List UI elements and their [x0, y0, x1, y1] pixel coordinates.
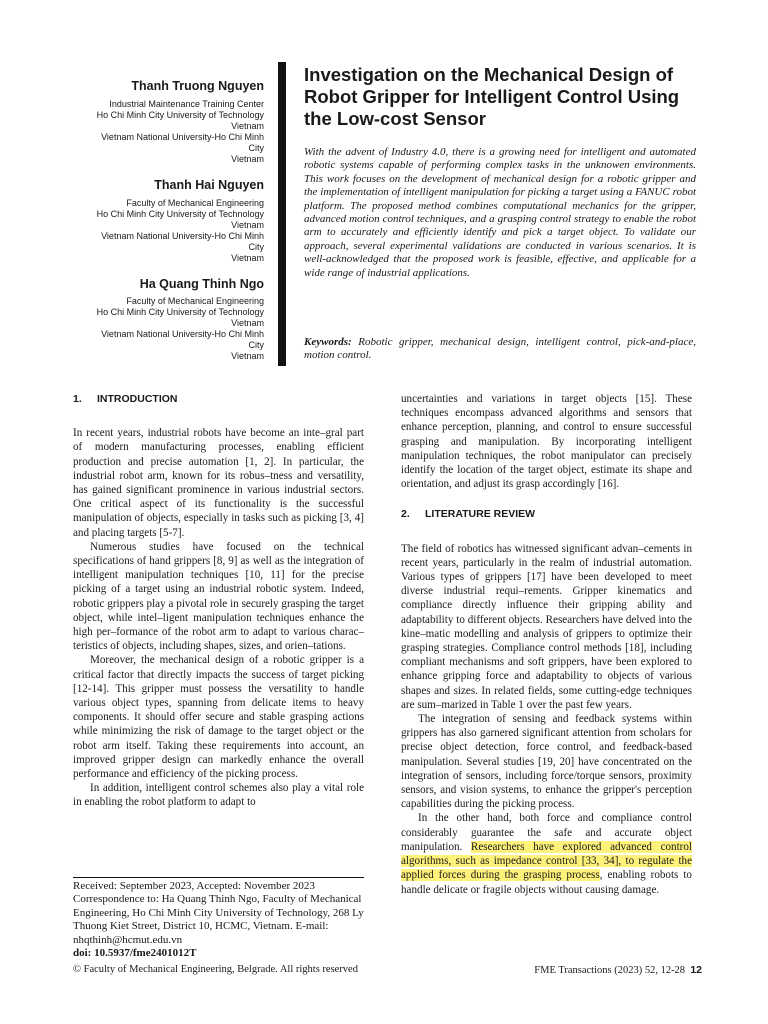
section-number: 1.	[73, 393, 82, 405]
body-paragraph: Moreover, the mechanical design of a robotic gripper is a critical factor that directly impacts the success of target picking [12-14]. This gripper must possess the versatility to handle various object types, spanning from delicate items to heavy components. It should offer secure and stable grasping actions while minimizing the risk of damage to the target object or the robot arm itself. Taking these requirements into account, an improved gripper design can markedly enhance the overall performance and efficiency of the picking process.	[73, 654, 364, 781]
journal-name: FME Transactions (2023) 52, 12-28	[534, 965, 686, 976]
affiliation-line: Vietnam	[231, 252, 264, 263]
section-title: INTRODUCTION	[97, 393, 178, 405]
affiliation-line: Faculty of Mechanical Engineering	[126, 296, 264, 307]
body-paragraph: In addition, intelligent control schemes also play a vital role in enabling the robot platform to adapt to	[73, 782, 364, 809]
affiliation-line: City	[248, 241, 264, 252]
footnote-divider	[73, 877, 364, 878]
keywords	[304, 336, 696, 363]
affiliation-line: Vietnam National University-Ho Chi Minh	[101, 230, 264, 241]
left-column	[73, 392, 364, 810]
body-paragraph: uncertainties and variations in target objects [15]. These techniques encompass advanced algorithms and sensors that enhance perception, planning, and control to ensure successful grasping and manipulation. By incorporating intelligent manipulation techniques, the robot manipulator can precisely identify the location of the target object, estimate its shape and orientation, and adjust its grasp accordingly [16].	[401, 393, 692, 491]
author-name: Ha Quang Thinh Ngo	[139, 276, 264, 291]
keywords-text: Robotic gripper, mechanical design, intelligent control, pick-and-place, motion control.	[304, 336, 697, 362]
journal-citation	[534, 964, 702, 976]
right-column	[401, 392, 692, 897]
section-number: 2.	[401, 508, 410, 521]
body-paragraph: The field of robotics has witnessed significant advan–cements in recent years, particularly in the realm of industrial automation. Various types of grippers [17] have been developed to meet diverse industrial requi–rements. Gripper kinematics and compliance directly influence their gripping ability and adaptability to different objects. Researchers have delved into the kine–matic modelling and analysis of grippers to optimize their grasping strategies. Compliance control methods [18], including compliant mechanisms and soft grippers, have been explored to enhance gripping force and adaptability to objects of various shapes and sizes. In related fields, some cutting-edge techniques are sum–marized in Table 1 over the past few years.	[401, 542, 692, 711]
body-paragraph: Numerous studies have focused on the technical specifications of hand grippers [8, 9] as well as the integration of intelligent manipulation techniques [10, 11] for the precise picking of a target using an industrial robotic system. Indeed, robotic grippers play a pivotal role in securely grasping the target object, while intel–ligent manipulation techniques enhance the high per–formance of the robot arm to adapt to various charac–teristics of objects, including shapes, sizes, and orien–tations.	[73, 540, 364, 653]
body-paragraph: In recent years, industrial robots have become an inte–gral part of modern manufacturing processes, enabling efficient production and precise automation [1, 2]. In particular, the industrial robot arm, known for its robus–tness and versatility, has gained significant prominence in various industrial sectors. One critical aspect of its functionality is the successful manipulation of objects, especially in tasks such as picking [3, 4] and placing targets [5-7].	[73, 427, 364, 539]
correspondence: Correspondence to: Ha Quang Thinh Ngo, Faculty of Mechanical Engineering, Ho Chi Minh City University of Technology, 268 Ly Thuong Kiet Street, District 10, HCMC, Vietnam. E-mail: nhqthinh@hcmut.edu.vn	[73, 893, 364, 946]
affiliation-line: City	[248, 142, 264, 153]
affiliation-line: Vietnam National University-Ho Chi Minh	[101, 131, 264, 142]
affiliation-line: City	[248, 340, 264, 351]
received-dates: Received: September 2023, Accepted: November 2023	[73, 880, 315, 892]
doi: doi: 10.5937/fme2401012T	[73, 947, 197, 960]
paragraph-text: In the other hand, both force and compliance control considerably guarantee the safe and accurate object manipulation.	[401, 812, 692, 853]
page-number: 12	[690, 964, 702, 976]
affiliation-line: Ho Chi Minh City University of Technology	[96, 208, 264, 219]
abstract: With the advent of Industry 4.0, there is a growing need for intelligent and automated robotic systems capable of performing complex tasks in the unknowen environments. This work focuses on the development of mechanical design for a robotic gripper and the implementation of intelligent manipulation for picking a target using a FANUC robot platform. The proposed method combines computational mechanics for the gripper, advanced motion control techniques, and a grasping control strategy to enable the robot arm to accurately and efficiently identify and pick a target object. To validate our approach, several experimental validations are conducted in various scenarios. It is well-acknowledged that the proposed work is feasible, effective, and applicable for a wide range of industrial applications.	[304, 146, 696, 279]
affiliation-line: Vietnam	[231, 120, 264, 131]
body-paragraph-highlighted	[401, 811, 692, 896]
footnote	[73, 880, 373, 960]
section-heading-literature-review	[401, 507, 692, 521]
affiliation-line: Vietnam	[231, 351, 264, 362]
affiliation-line: Vietnam	[231, 318, 264, 329]
affiliation-line: Faculty of Mechanical Engineering	[126, 197, 264, 208]
highlighted-text: Researchers have explored advanced control algorithms, such as impedance control [33, 34], to regulate the applied forces during the grasping process	[401, 840, 692, 882]
section-title: LITERATURE REVIEW	[425, 508, 536, 521]
affiliation-line: Vietnam	[231, 153, 264, 164]
section-heading-introduction	[73, 392, 364, 406]
author-name: Thanh Truong Nguyen	[131, 79, 264, 93]
paper-title: Investigation on the Mechanical Design of Robot Gripper for Intelligent Control Using the Low-cost Sensor	[304, 64, 680, 129]
author-list	[80, 80, 264, 376]
author-block	[80, 179, 264, 264]
author-block	[80, 80, 264, 165]
affiliation-line: Vietnam	[231, 219, 264, 230]
author-name: Thanh Hai Nguyen	[154, 177, 264, 192]
title-divider-bar	[278, 62, 286, 366]
affiliation-line: Vietnam National University-Ho Chi Minh	[101, 329, 264, 340]
affiliation-line: Ho Chi Minh City University of Technology	[96, 307, 264, 318]
affiliation-line: Industrial Maintenance Training Center	[109, 98, 264, 109]
keywords-label: Keywords:	[304, 336, 352, 348]
affiliation-line: Ho Chi Minh City University of Technology	[96, 109, 264, 120]
body-paragraph: The integration of sensing and feedback systems within grippers has also garnered significant attention from scholars for precise object detection, force control, and feedback-based manipulation. Several studies [19, 20] have concentrated on the integration of sensors, including force/torque sensors, proximity sensors, and vision systems, to enhance the gripper's perception capabilities during the picking process.	[401, 713, 692, 811]
author-block	[80, 278, 264, 363]
paragraph-text: , enabling robots to handle delicate or fragile objects without causing damage.	[401, 869, 692, 896]
copyright: © Faculty of Mechanical Engineering, Belgrade. All rights reserved	[73, 964, 358, 975]
